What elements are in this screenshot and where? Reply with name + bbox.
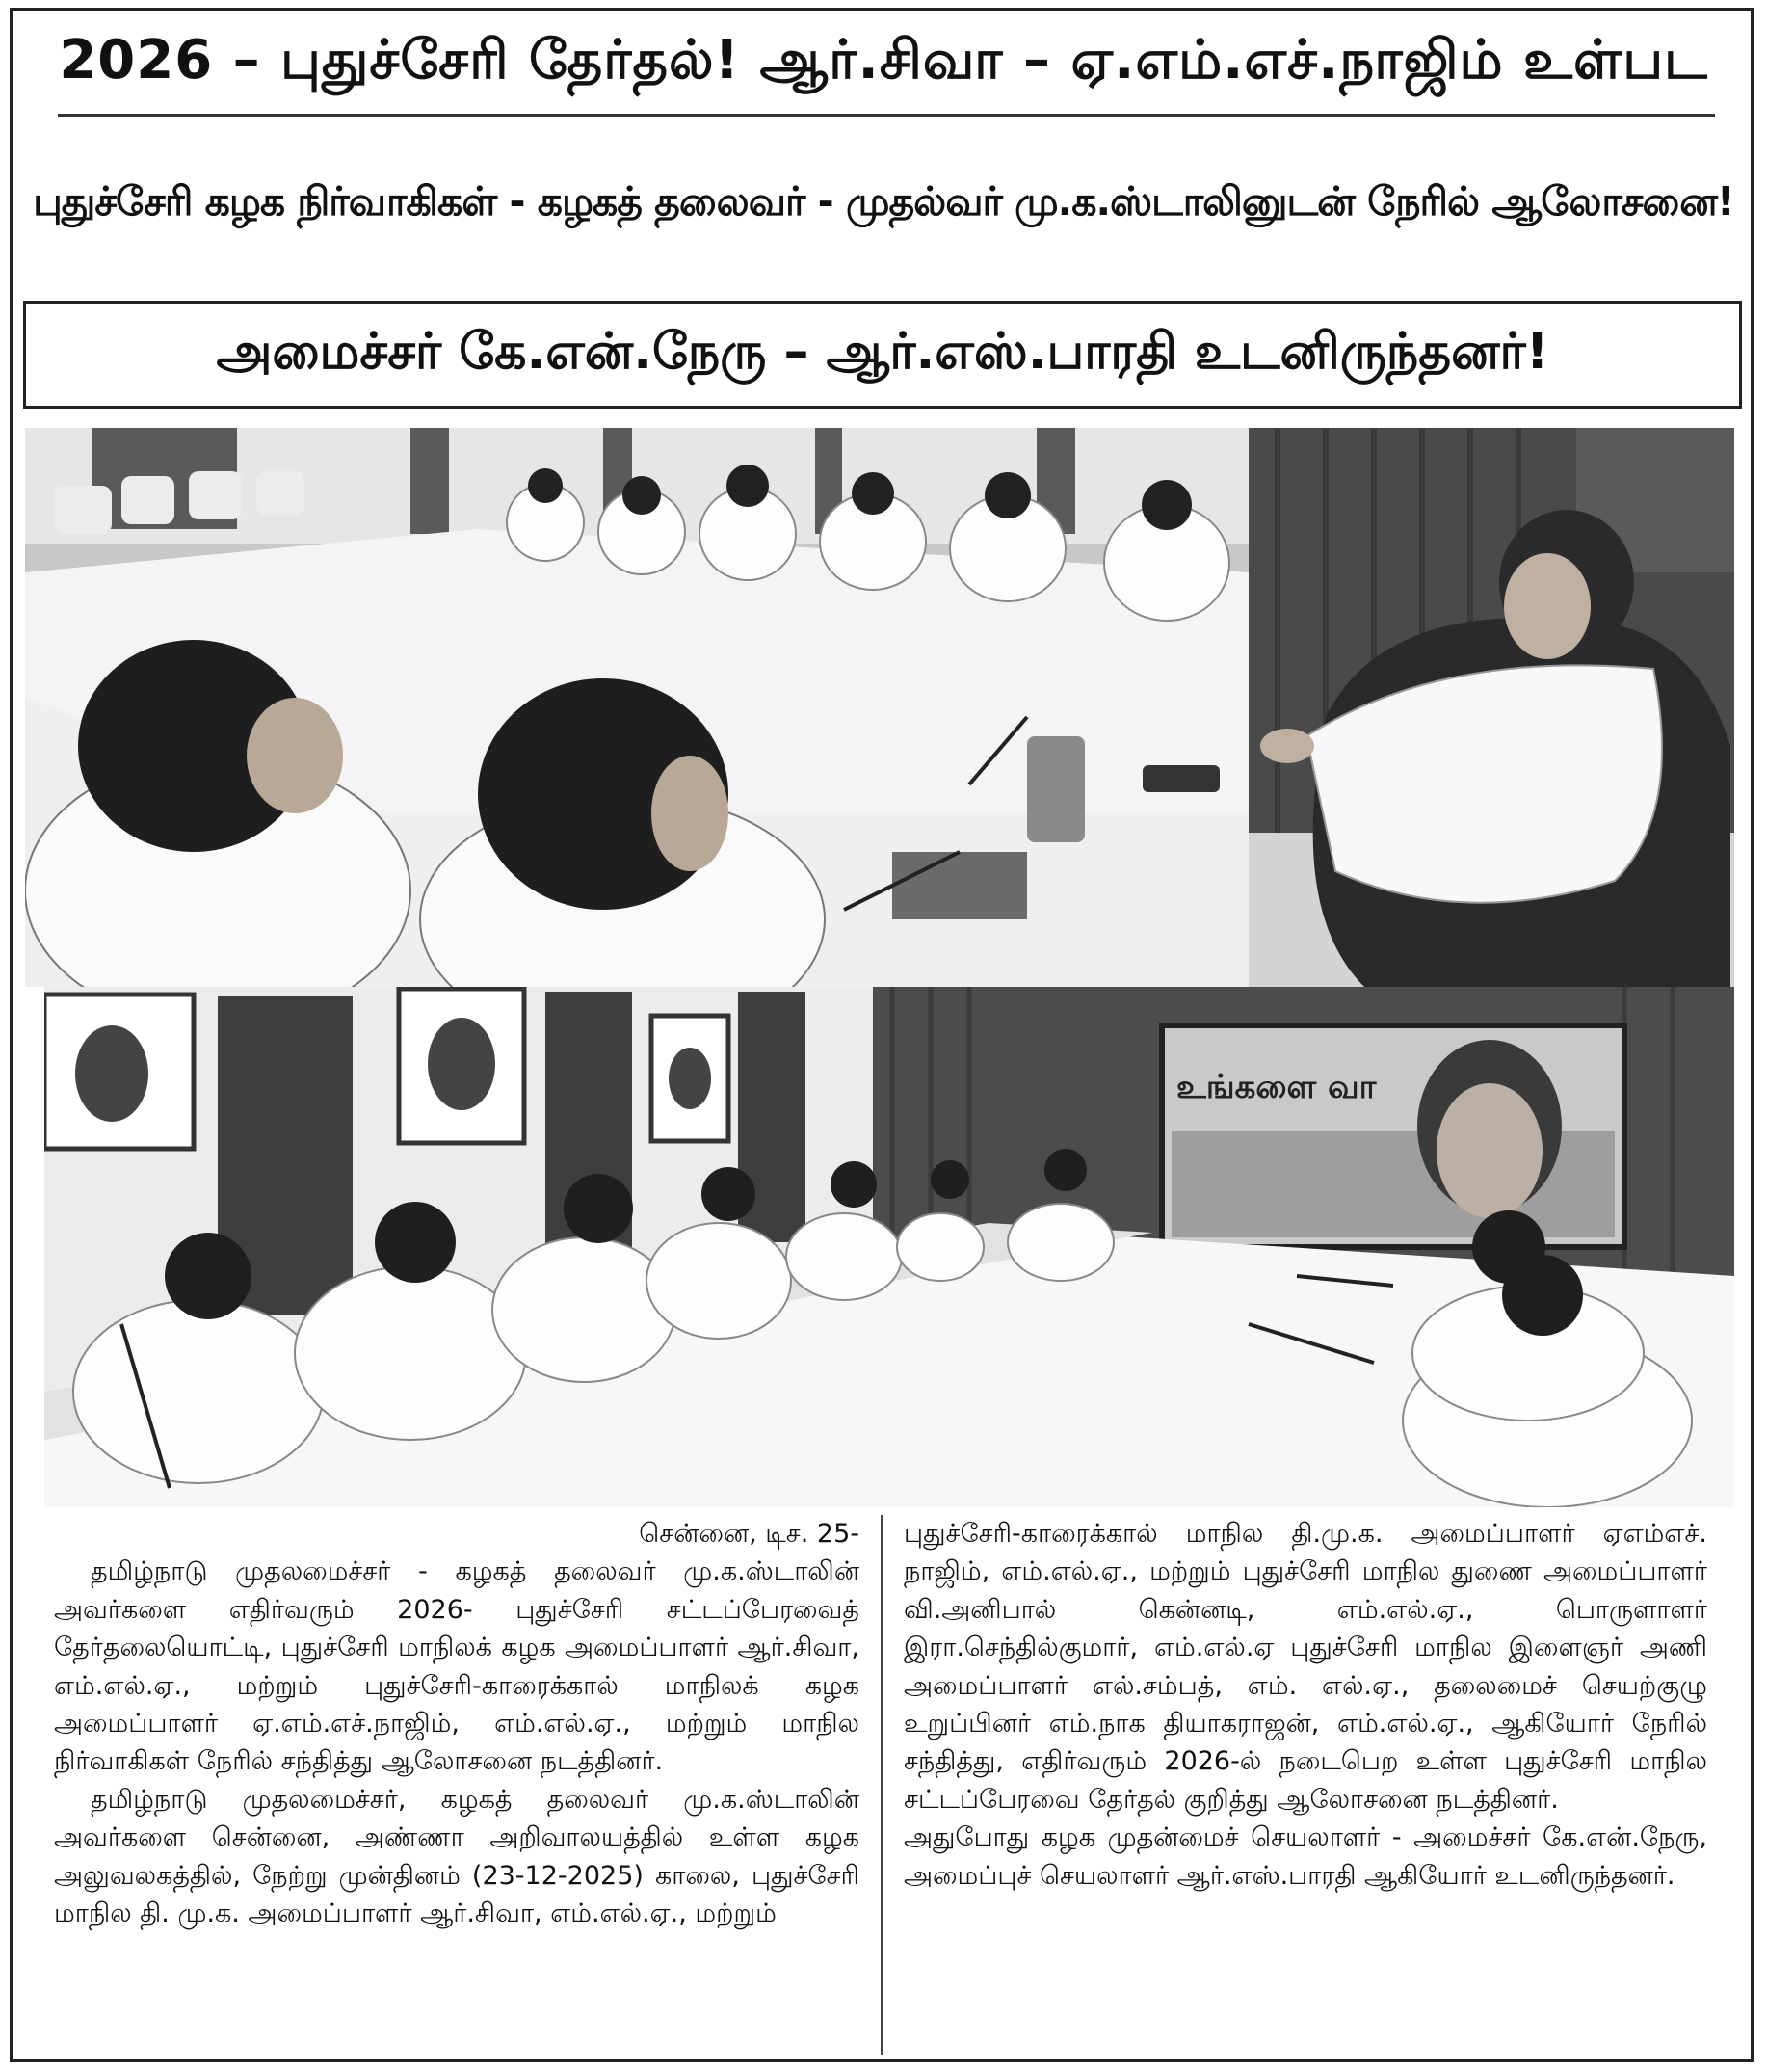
column-divider bbox=[881, 1515, 883, 2055]
article-paragraph: தமிழ்நாடு முதலமைச்சர் - கழகத் தலைவர் மு.க.ஸ்டாலின் அவர்களை எதிர்வரும் 2026- புதுச்சேரி சட்டப்பேரவைத் தேர்தலையொட்டி, புதுச்சேரி மாநிலக் கழக அமைப்பாளர் ஆர்.சிவா, எம்.எல்.ஏ., மற்றும் புதுச்சேரி-காரைக்கால் மாநிலக் கழக அமைப்பாளர் ஏ.எம்.எச்.நாஜிம், எம்.எல்.ஏ., மற்றும் மாநில நிர்வாகிகள் நேரில் சந்தித்து ஆலோசனை நடத்தினர். bbox=[54, 1556, 859, 1777]
article-dateline: சென்னை, டிச. 25- bbox=[639, 1519, 859, 1549]
article-paragraph: புதுச்சேரி-காரைக்கால் மாநில தி.மு.க. அமைப்பாளர் ஏஎம்எச். நாஜிம், எம்.எல்.ஏ., மற்றும் புதுச்சேரி மாநில துணை அமைப்பாளர் வி.அனிபால் கென்னடி, எம்.எல்.ஏ., பொருளாளர் இரா.செந்தில்குமார், எம்.எல்.ஏ புதுச்சேரி மாநில இளைஞர் அணி அமைப்பாளர் எல்.சம்பத், எம். எல்.ஏ., தலைமைச் செயற்குழு உறுப்பினர் எம்.நாக தியாகராஜன், எம்.எல்.ஏ., ஆகியோர் நேரில் சந்தித்து, எதிர்வரும் 2026-ல் நடைபெற உள்ள புதுச்சேரி மாநில சட்டப்பேரவை தேர்தல் குறித்து ஆலோசனை நடத்தினர். bbox=[904, 1519, 1707, 1815]
article-paragraph: அதுபோது கழக முதன்மைச் செயலாளர் - அமைச்சர் கே.என்.நேரு, அமைப்புச் செயலாளர் ஆர்.எஸ்.பாரதி ஆகியோர் உடனிருந்தனர். bbox=[904, 1822, 1707, 1891]
subheadline-box bbox=[23, 301, 1742, 409]
subheadline: அமைச்சர் கே.என்.நேரு – ஆர்.எஸ்.பாரதி உடனிருந்தனர்! bbox=[216, 322, 1549, 381]
article-column-left bbox=[54, 1515, 859, 1932]
photo-meeting-room bbox=[44, 987, 1734, 1507]
photo-meeting-table-image bbox=[25, 428, 1249, 987]
headline-line-2-text: புதுச்சேரி கழக நிர்வாகிகள் - கழகத் தலைவர் - முதல்வர் மு.க.ஸ்டாலினுடன் நேரில் ஆலோசனை! bbox=[33, 178, 1734, 225]
photo-chief-minister bbox=[1249, 428, 1734, 987]
headline-divider bbox=[58, 114, 1715, 117]
headline-line-2 bbox=[21, 127, 1746, 281]
article-column-right bbox=[904, 1515, 1707, 1895]
photo-meeting-room-image bbox=[44, 987, 1734, 1507]
photo-chief-minister-image bbox=[1249, 428, 1734, 987]
photo-meeting-table bbox=[25, 428, 1249, 987]
banner-text: உங்களை வா bbox=[1176, 1068, 1377, 1106]
article-paragraph: தமிழ்நாடு முதலமைச்சர், கழகத் தலைவர் மு.க.ஸ்டாலின் அவர்களை சென்னை, அண்ணா அறிவாலயத்தில் உள்ள கழக அலுவலகத்தில், நேற்று முன்தினம் (23-12-2025) காலை, புதுச்சேரி மாநில தி. மு.க. அமைப்பாளர் ஆர்.சிவா, எம்.எல்.ஏ., மற்றும் bbox=[54, 1784, 859, 1929]
headline-line-1: 2026 – புதுச்சேரி தேர்தல்! ஆர்.சிவா – ஏ.எம்.எச்.நாஜிம் உள்பட bbox=[59, 29, 1708, 92]
